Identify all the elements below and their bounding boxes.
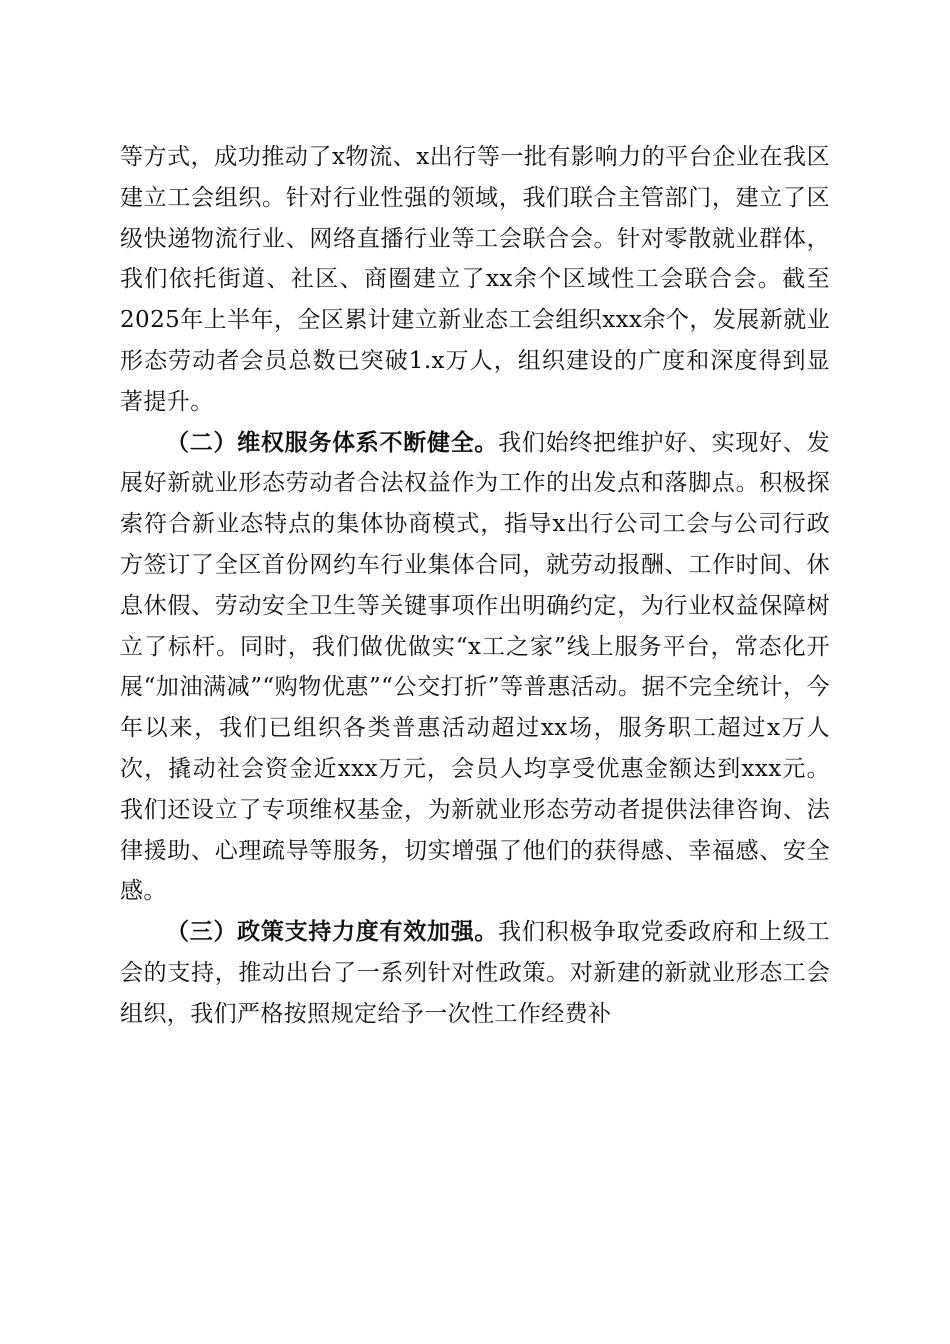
section-heading-rights-service: （二）维权服务体系不断健全。	[166, 428, 499, 456]
paragraph-text: 我们始终把维护好、实现好、发展好新就业形态劳动者合法权益作为工作的出发点和落脚点。积极探索符合新业态特点的集体协商模式，指导x出行公司工会与公司行政方签订了全区首份网约车行业集体合同，就劳动报酬、工作时间、休息休假、劳动安全卫生等关键事项作出明确约定，为行业权益保障树立了标杆。同时，我们做优做实“x工之家”线上服务平台，常态化开展“加油满减”“购物优惠”“公交打折”等普惠活动。据不完全统计，今年以来，我们已组织各类普惠活动超过xx场，服务职工超过x万人次，撬动社会资金近xxx万元，会员人均享受优惠金额达到xxx元。我们还设立了专项维权基金，为新就业形态劳动者提供法律咨询、法律援助、心理疏导等服务，切实增强了他们的获得感、幸福感、安全感。	[120, 429, 830, 905]
paragraph-text: 等方式，成功推动了x物流、x出行等一批有影响力的平台企业在我区建立工会组织。针对行业性强的领域，我们联合主管部门，建立了区级快递物流行业、网络直播行业等工会联合会。针对零散就业群体，我们依托街道、社区、商圈建立了xx余个区域性工会联合会。截至2025年上半年，全区累计建立新业态工会组织xxx余个，发展新就业形态劳动者会员总数已突破1.x万人，组织建设的广度和深度得到显著提升。	[120, 144, 830, 415]
document-body	[120, 137, 830, 1035]
section-heading-policy-support: （三）政策支持力度有效加强。	[166, 918, 499, 946]
paragraph-organization-building	[120, 137, 830, 423]
paragraph-rights-service	[120, 423, 830, 913]
paragraph-policy-support	[120, 912, 830, 1034]
paragraph-text: 我们积极争取党委政府和上级工会的支持，推动出台了一系列针对性政策。对新建的新就业形态工会组织，我们严格按照规定给予一次性工作经费补	[120, 919, 830, 1027]
